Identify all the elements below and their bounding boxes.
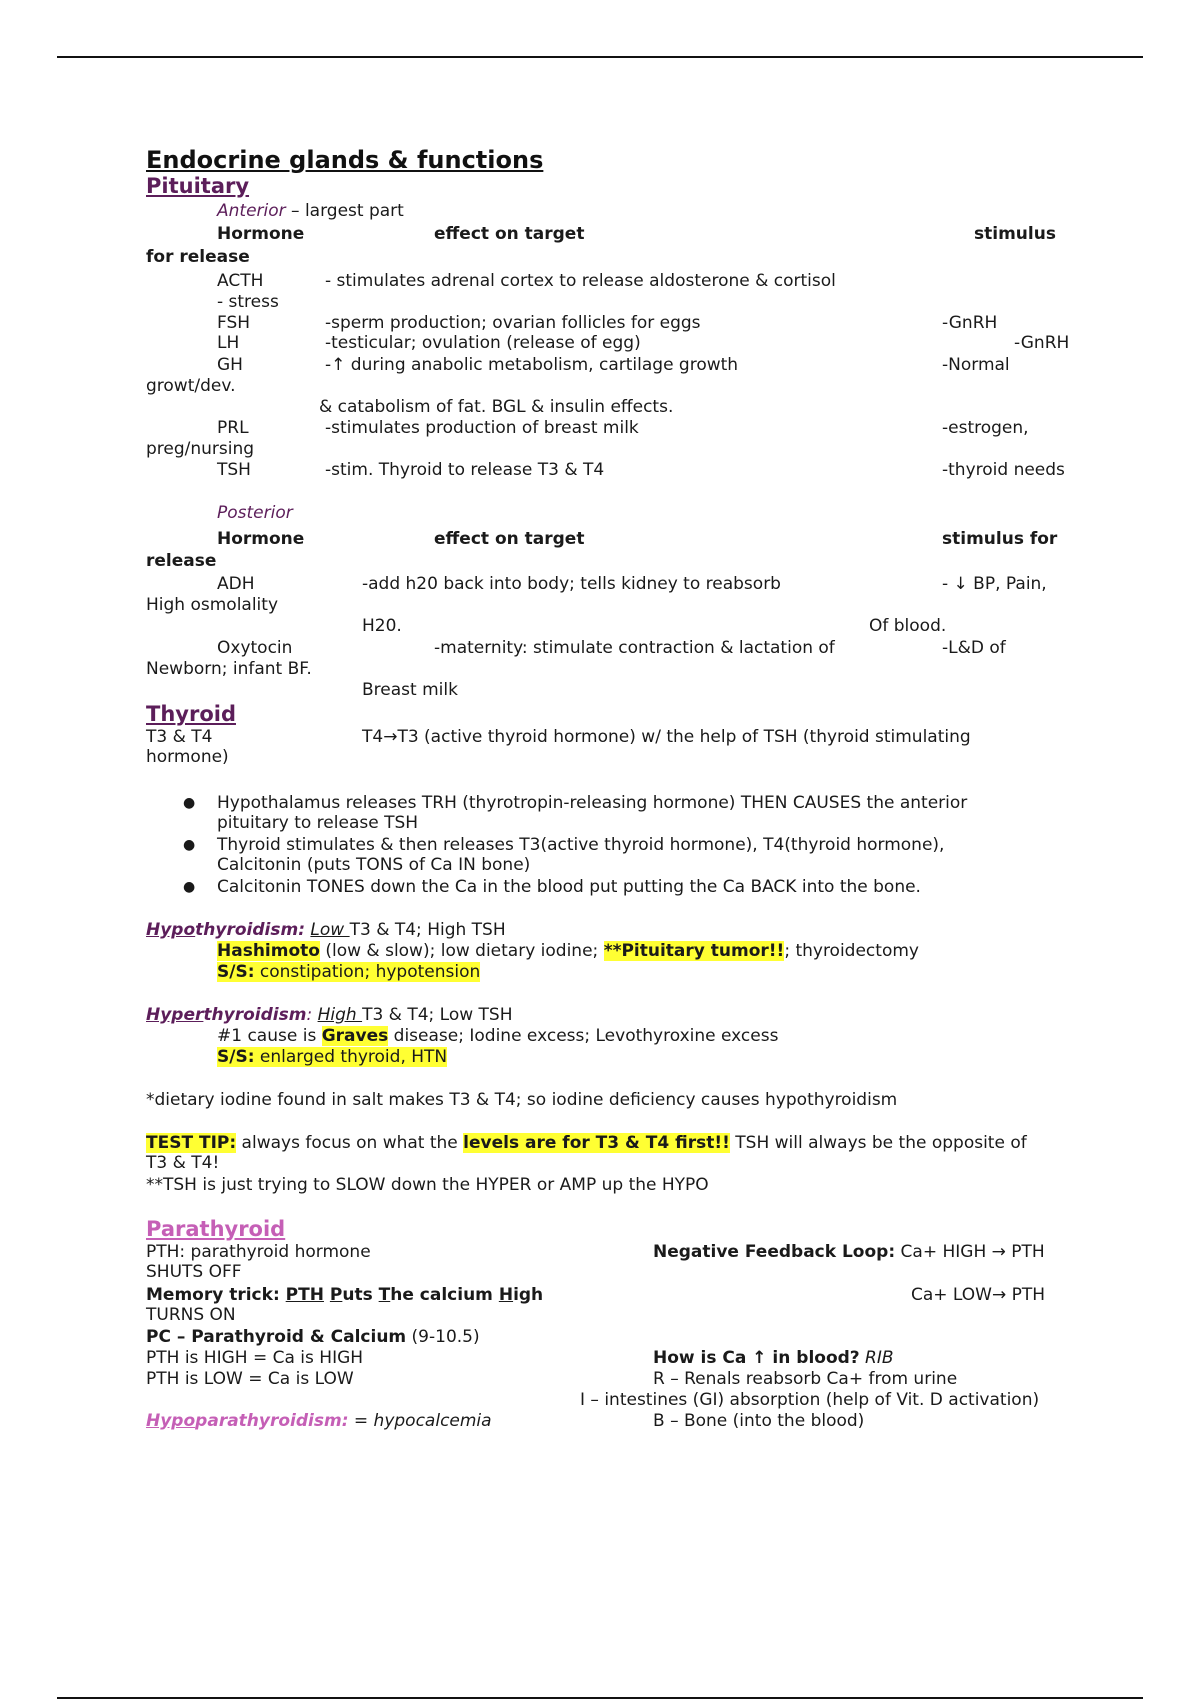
row-prl-stimulus: -estrogen, (942, 418, 1029, 438)
row-adh-stimulus-cont: High osmolality (146, 595, 279, 615)
hyperthyroidism-line (146, 1005, 513, 1025)
bullet-1-line2: pituitary to release TSH (217, 813, 419, 833)
col-stimulus: stimulus (974, 224, 1056, 244)
mem-igh: igh (513, 1285, 544, 1305)
row-tsh-effect: -stim. Thyroid to release T3 & T4 (325, 460, 605, 480)
pth-definition: PTH: parathyroid hormone (146, 1242, 371, 1262)
mem-he-calcium: he calcium (390, 1285, 499, 1305)
hypo-low: Low (310, 920, 350, 940)
test-tip (146, 1133, 1027, 1153)
post-col-effect: effect on target (434, 529, 585, 549)
thyroid-conversion-cont: hormone) (146, 747, 229, 767)
hypopara-label: parathyroidism: (195, 1411, 349, 1431)
hypo-ss-label: S/S: (217, 962, 255, 982)
thyroid-conversion: T4→T3 (active thyroid hormone) w/ the help of TSH (thyroid stimulating (362, 727, 971, 747)
pth-low: PTH is LOW = Ca is LOW (146, 1369, 354, 1389)
row-fsh-hormone: FSH (217, 313, 251, 333)
row-lh-stimulus: -GnRH (1014, 333, 1070, 353)
pituitary-tumor: **Pituitary tumor!! (603, 941, 785, 961)
hyper-label-prefix: Hyper (146, 1005, 204, 1025)
row-oxytocin-effect-cont: Breast milk (362, 680, 458, 700)
hypo-causes (217, 941, 919, 961)
nfl-label: Negative Feedback Loop: (653, 1242, 896, 1262)
pituitary-heading: Pituitary (146, 174, 250, 198)
col-stimulus-cont: for release (146, 247, 250, 267)
hypopara-label-prefix: Hypo (146, 1411, 196, 1431)
rib: RIB (859, 1348, 894, 1368)
bullet-2-line1: Thyroid stimulates & then releases T3(active thyroid hormone), T4(thyroid hormone), (217, 835, 945, 855)
row-prl-effect: -stimulates production of breast milk (325, 418, 639, 438)
tsh-note: **TSH is just trying to SLOW down the HYPER or AMP up the HYPO (146, 1175, 709, 1195)
hyper-ss: enlarged thyroid, HTN (254, 1047, 448, 1067)
anterior-label: Anterior (217, 201, 286, 221)
hypo-ss: constipation; hypotension (254, 962, 481, 982)
hyper-causes (217, 1026, 778, 1046)
graves: Graves (321, 1026, 389, 1046)
hypo-symptoms (217, 962, 480, 982)
hyper-symptoms (217, 1047, 447, 1067)
col-hormone: Hormone (217, 224, 305, 244)
test-tip-label: TEST TIP: (146, 1133, 237, 1153)
hypoparathyroidism-line (146, 1411, 492, 1431)
post-col-hormone: Hormone (217, 529, 305, 549)
col-effect: effect on target (434, 224, 585, 244)
bullet-dot: ● (183, 795, 196, 811)
shuts-off: SHUTS OFF (146, 1262, 242, 1282)
rib-r: R – Renals reabsorb Ca+ from urine (653, 1369, 958, 1389)
mem-p: P (329, 1285, 343, 1305)
memory-label: Memory trick: (146, 1285, 286, 1305)
hyper-desc: T3 & T4; Low TSH (362, 1005, 513, 1025)
bullet-3-line1: Calcitonin TONES down the Ca in the blood put putting the Ca BACK into the bone. (217, 877, 921, 897)
row-adh-stimulus: - ↓ BP, Pain, (942, 574, 1047, 594)
bullet-1-line1: Hypothalamus releases TRH (thyrotropin-releasing hormone) THEN CAUSES the anterior (217, 793, 968, 813)
posterior-label: Posterior (217, 503, 293, 523)
row-adh-effect: -add h20 back into body; tells kidney to reabsorb (362, 574, 781, 594)
row-gh-effect-cont: & catabolism of fat. BGL & insulin effects. (319, 397, 674, 417)
row-oxytocin-hormone: Oxytocin (217, 638, 293, 658)
nfl-line (653, 1242, 1045, 1262)
how-ca-label: How is Ca ↑ in blood? (653, 1348, 860, 1368)
row-oxytocin-stimulus: -L&D of (942, 638, 1006, 658)
anterior-line (217, 201, 404, 221)
hypo-label: thyroidism: (195, 920, 305, 940)
row-adh-stimulus-cont2: Of blood. (869, 616, 947, 636)
post-col-stimulus-cont: release (146, 551, 217, 571)
row-gh-stimulus-cont: growt/dev. (146, 376, 236, 396)
mem-h: H (498, 1285, 514, 1305)
pc-line (146, 1327, 480, 1347)
hyper-colon: : (306, 1005, 318, 1025)
turns-on: TURNS ON (146, 1305, 236, 1325)
row-gh-stimulus: -Normal (942, 355, 1010, 375)
hypo-cause-rest: (low & slow); low dietary iodine; (319, 941, 604, 961)
test-tip-highlight: levels are for T3 & T4 first!! (463, 1133, 730, 1153)
row-fsh-effect: -sperm production; ovarian follicles for eggs (325, 313, 701, 333)
row-acth-stimulus: - stress (217, 292, 279, 312)
bullet-dot: ● (183, 879, 196, 895)
hypo-label-prefix: Hypo (146, 920, 196, 940)
pc-label: PC – Parathyroid & Calcium (146, 1327, 407, 1347)
row-oxytocin-stimulus-cont: Newborn; infant BF. (146, 659, 312, 679)
thyroid-heading: Thyroid (146, 702, 236, 726)
row-tsh-stimulus: -thyroid needs (942, 460, 1065, 480)
hypo-desc: T3 & T4; High TSH (349, 920, 506, 940)
nfl-high: Ca+ HIGH → PTH (895, 1242, 1045, 1262)
bullet-2-line2: Calcitonin (puts TONS of Ca IN bone) (217, 855, 531, 875)
pth-high: PTH is HIGH = Ca is HIGH (146, 1348, 364, 1368)
top-rule (57, 56, 1143, 58)
hyper-cause-b: disease; Iodine excess; Levothyroxine excess (388, 1026, 779, 1046)
page-title: Endocrine glands & functions (146, 146, 544, 174)
hypothyroidism-line (146, 920, 506, 940)
rib-i: I – intestines (GI) absorption (help of Vit. D activation) (580, 1390, 1040, 1410)
post-col-stimulus: stimulus for (942, 529, 1058, 549)
memory-trick (146, 1285, 543, 1305)
row-acth-effect: - stimulates adrenal cortex to release aldosterone & cortisol (325, 271, 836, 291)
rib-b: B – Bone (into the blood) (653, 1411, 865, 1431)
iodine-note: *dietary iodine found in salt makes T3 & T4; so iodine deficiency causes hypothyroidism (146, 1090, 898, 1110)
mem-pth: PTH (285, 1285, 324, 1305)
hypopara-desc: = hypocalcemia (348, 1411, 492, 1431)
test-tip-cont: T3 & T4! (146, 1153, 220, 1173)
row-lh-hormone: LH (217, 333, 240, 353)
thyroid-t3t4: T3 & T4 (146, 727, 213, 747)
nfl-low: Ca+ LOW→ PTH (911, 1285, 1046, 1305)
hyper-ss-label: S/S: (217, 1047, 255, 1067)
row-fsh-stimulus: -GnRH (942, 313, 998, 333)
pc-range: (9-10.5) (406, 1327, 480, 1347)
row-oxytocin-effect: -maternity: stimulate contraction & lactation of (434, 638, 835, 658)
row-prl-stimulus-cont: preg/nursing (146, 439, 255, 459)
bullet-dot: ● (183, 837, 196, 853)
test-tip-b: TSH will always be the opposite of (729, 1133, 1027, 1153)
row-gh-effect: -↑ during anabolic metabolism, cartilage growth (325, 355, 739, 375)
hyper-cause-a: #1 cause is (217, 1026, 322, 1046)
parathyroid-heading: Parathyroid (146, 1217, 286, 1241)
row-tsh-hormone: TSH (217, 460, 251, 480)
row-acth-hormone: ACTH (217, 271, 264, 291)
bottom-rule (57, 1697, 1143, 1699)
row-prl-hormone: PRL (217, 418, 249, 438)
row-lh-effect: -testicular; ovulation (release of egg) (325, 333, 641, 353)
hashimoto: Hashimoto (217, 941, 320, 961)
row-gh-hormone: GH (217, 355, 243, 375)
hypo-cause-end: ; thyroidectomy (784, 941, 919, 961)
mem-uts: uts (342, 1285, 379, 1305)
test-tip-a: always focus on what the (236, 1133, 464, 1153)
hyper-high: High (317, 1005, 363, 1025)
row-adh-hormone: ADH (217, 574, 255, 594)
row-adh-effect-cont: H20. (362, 616, 402, 636)
anterior-desc: – largest part (285, 201, 404, 221)
mem-t: T (378, 1285, 391, 1305)
how-ca-line (653, 1348, 894, 1368)
hyper-label: thyroidism (203, 1005, 307, 1025)
